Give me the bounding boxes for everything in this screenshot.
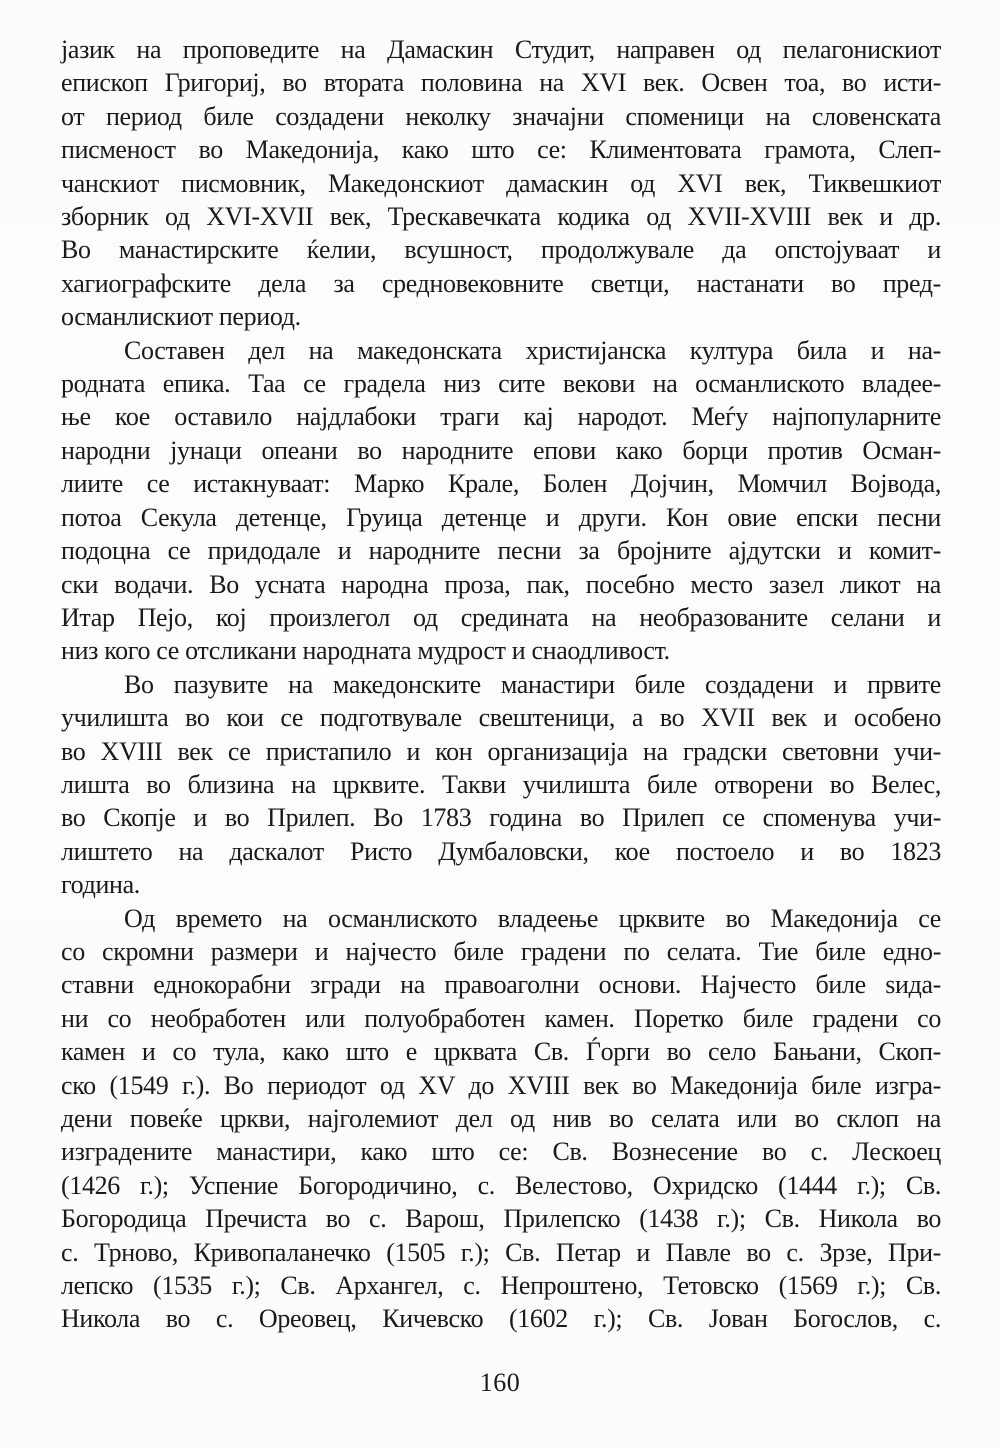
text-line: лишта во близина на црквите. Такви училишта биле отворени во Велес, [61, 769, 941, 799]
text-line: Никола во с. Ореовец, Кичевско (1602 г.); Св. Јован Богослов, с. [61, 1304, 941, 1334]
text-line: година. [61, 870, 140, 900]
text-line: народни јунаци опеани во народните епови како борци против Осман- [61, 435, 941, 465]
text-line: во XVIII век се пристапило и кон организација на градски световни учи- [61, 736, 941, 766]
text-line: от период биле создадени неколку значајни споменици на словенската [61, 101, 941, 131]
body-text [61, 33, 941, 1336]
text-line: во Скопје и во Прилеп. Во 1783 година во Прилеп се споменува учи- [61, 803, 941, 833]
text-line: ставни еднокорабни згради на правоаголни основи. Најчесто биле ѕида- [61, 970, 941, 1000]
text-line: камен и со тула, како што е црквата Св. Ѓорги во село Бањани, Скоп- [61, 1037, 941, 1067]
text-line: подоцна се придодале и народните песни за бројните ајдутски и комит- [61, 536, 941, 566]
text-line: с. Трново, Кривопаланечко (1505 г.); Св. Петар и Павле во с. Зрзе, При- [61, 1237, 941, 1267]
paragraph-folk-epic [61, 334, 941, 668]
text-line: османлискиот период. [61, 302, 301, 332]
text-line: ски водачи. Во усната народна проза, пак, посебно место зазел ликот на [61, 569, 941, 599]
text-line: ни со необработен или полуобработен камен. Поретко биле градени со [61, 1003, 941, 1033]
text-line: зборник од XVI-XVII век, Трескавечката кодика од XVII-XVIII век и др. [61, 202, 941, 232]
text-line: хагиографските дела за средновековните светци, настанати во пред- [61, 268, 941, 298]
text-line: Богородица Пречиста во с. Варош, Прилепско (1438 г.); Св. Никола во [61, 1204, 941, 1234]
text-line: лиите се истакнуваат: Марко Крале, Болен Дојчин, Момчил Војвода, [61, 469, 941, 499]
text-line: Од времето на османлиското владеење црквите во Македонија се [124, 903, 941, 933]
text-line: (1426 г.); Успение Богородичино, с. Велестово, Охридско (1444 г.); Св. [61, 1170, 941, 1200]
text-line: Во манастирските ќелии, всушност, продолжувале да опстојуваат и [61, 235, 941, 265]
text-line: Составен дел на македонската христијанска култура била и на- [124, 335, 941, 365]
text-line: низ кого се отсликани народната мудрост и снаодливост. [61, 636, 670, 666]
text-line: Итар Пејо, кој произлегол од средината на необразованите селани и [61, 602, 941, 632]
paragraph-schools [61, 668, 941, 902]
paragraph-continuation [61, 33, 941, 334]
text-line: родната епика. Таа се градела низ сите векови на османлиското владее- [61, 369, 941, 399]
text-line: ско (1549 г.). Во периодот од XV до XVIII век во Македонија биле изгра- [61, 1070, 941, 1100]
text-line: со скромни размери и најчесто биле градени по селата. Тие биле едно- [61, 936, 941, 966]
text-line: Во пазувите на македонските манастири биле создадени и првите [124, 669, 941, 699]
text-line: лиштето на даскалот Ристо Думбаловски, кое постоело и во 1823 [61, 836, 941, 866]
text-line: писменост во Македонија, како што се: Климентовата грамота, Слеп- [61, 135, 941, 165]
text-line: чанскиот писмовник, Македонскиот дамаскин од XVI век, Тиквешкиот [61, 168, 941, 198]
text-line: дени повеќе цркви, најголемиот дел од нив во селата или во склоп на [61, 1104, 941, 1133]
text-line: изградените манастири, како што се: Св. Вознесение во с. Лескоец [61, 1137, 941, 1167]
paragraph-churches [61, 902, 941, 1336]
text-line: лепско (1535 г.); Св. Архангел, с. Непроштено, Тетовско (1569 г.); Св. [61, 1271, 941, 1301]
page-number: 160 [479, 1368, 521, 1397]
text-line: ње кое оставило најдлабоки траги кај народот. Меѓу најпопуларните [61, 402, 941, 432]
text-line: јазик на проповедите на Дамаскин Студит, направен од пелагонискиот [61, 35, 941, 64]
text-line: потоа Секула детенце, Груица детенце и други. Кон овие епски песни [61, 502, 941, 532]
text-line: епископ Григориј, во втората половина на XVI век. Освен тоа, во исти- [61, 68, 941, 98]
text-line: училишта во кои се подготвувале свештеници, а во XVII век и особено [61, 703, 941, 733]
